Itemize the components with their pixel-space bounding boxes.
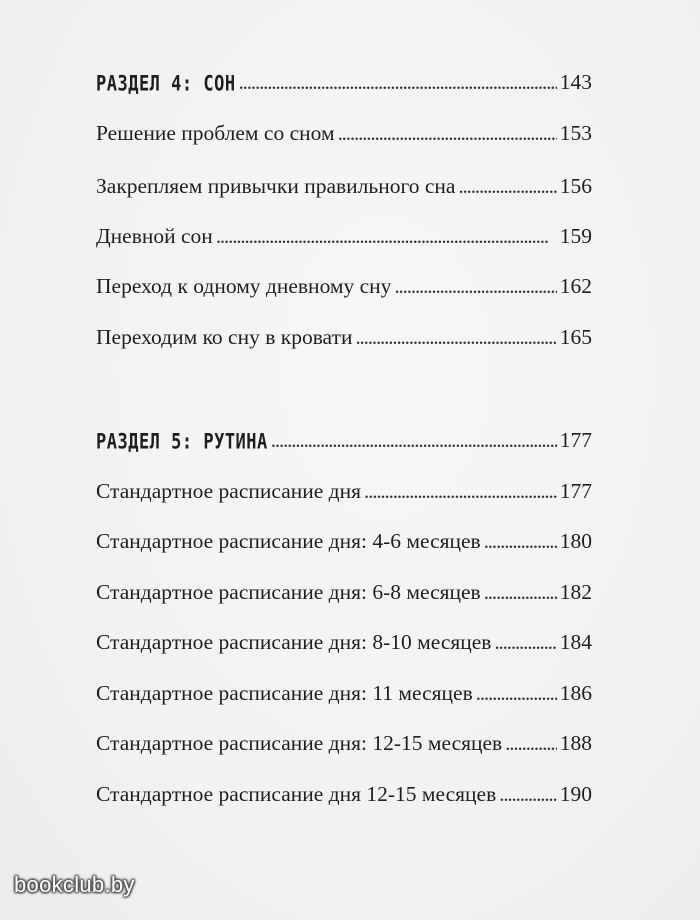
dot-leader [338,117,557,149]
dot-leader [499,778,557,810]
page-number: 186 [559,681,592,705]
section-title: РАЗДЕЛ 4: СОН [96,71,236,97]
dot-leader [271,424,557,456]
toc-entry [96,525,592,557]
dot-leader [216,220,557,252]
page-number: 184 [559,630,592,654]
toc-entry [96,475,592,507]
toc-entry [96,321,592,353]
page-number: 177 [559,428,592,452]
dot-leader [484,576,557,608]
entry-title: Дневной сон [96,224,213,248]
page-number: 143 [559,70,592,94]
toc-entry [96,677,592,709]
dot-leader [494,626,556,658]
page-number: 159 [559,224,592,248]
page-number: 188 [559,731,592,755]
toc-entry [96,117,592,149]
page-number: 190 [559,782,592,806]
dot-leader [505,727,557,759]
dot-leader [476,677,557,709]
entry-title: Стандартное расписание дня: 4-6 месяцев [96,529,481,553]
section-title: РАЗДЕЛ 5: РУТИНА [96,429,268,455]
toc-section-5 [96,424,592,456]
toc-entry [96,727,592,759]
toc-entry [96,270,592,302]
dot-leader [484,525,557,557]
entry-title: Стандартное расписание дня [96,479,362,503]
dot-leader [458,170,556,202]
page-number: 156 [559,174,592,198]
entry-title: Стандартное расписание дня: 8-10 месяцев [96,630,492,654]
dot-leader [239,66,557,98]
site-watermark: bookclub.by [14,872,135,897]
page-number: 180 [559,529,592,553]
page-number: 153 [559,121,592,145]
dot-leader [355,321,556,353]
entry-title: Переход к одному дневному сну [96,274,392,298]
entry-title: Закрепляем привычки правильного сна [96,174,456,198]
toc-entry [96,170,592,202]
entry-title: Стандартное расписание дня: 12-15 месяцев [96,731,503,755]
page-number: 177 [559,479,592,503]
entry-title: Решение проблем со сном [96,121,335,145]
dot-leader [364,475,557,507]
page-number: 162 [559,274,592,298]
dot-leader [394,270,556,302]
page-number: 165 [559,325,592,349]
toc-entry [96,626,592,658]
toc-section-4 [96,66,592,98]
entry-title: Стандартное расписание дня: 11 месяцев [96,681,473,705]
page-number: 182 [559,580,592,604]
toc-entry [96,576,592,608]
entry-title: Стандартное расписание дня: 6-8 месяцев [96,580,481,604]
entry-title: Стандартное расписание дня 12-15 месяцев [96,782,497,806]
toc-entry [96,220,592,252]
toc-entry [96,778,592,810]
entry-title: Переходим ко сну в кровати [96,325,353,349]
